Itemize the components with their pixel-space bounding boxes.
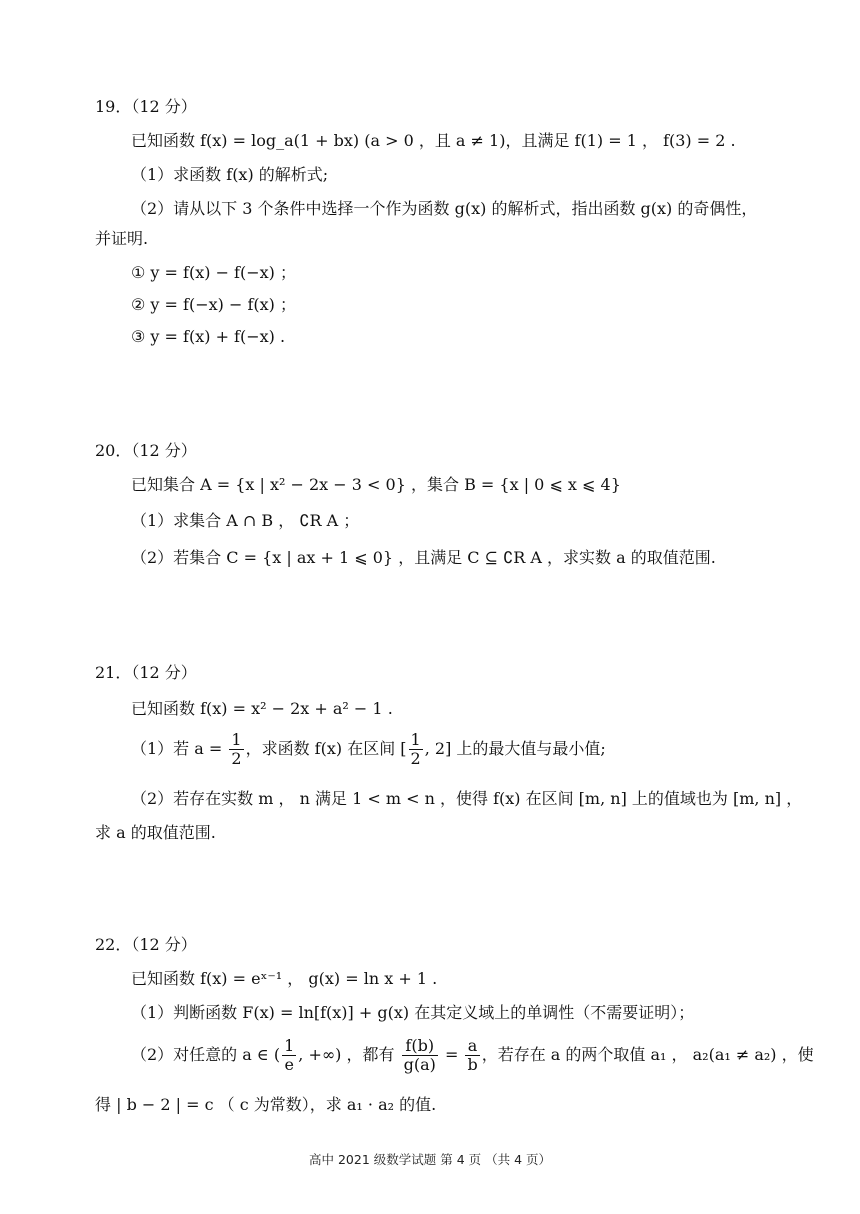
q21-part1-mid: ，求函数 f(x) 在区间 [	[245, 739, 407, 758]
q19-part1: （1）求函数 f(x) 的解析式;	[131, 165, 329, 184]
q22-part1: （1）判断函数 F(x) = ln[f(x)] + g(x) 在其定义域上的单调性（不需要证明）；	[131, 1003, 695, 1022]
fraction-one-half-interval: $\frac{1}{2}$	[410, 730, 421, 768]
q21-part1-pre: （1）若 a =	[131, 739, 223, 758]
q22-part2-line2: 得 | b − 2 | = c （ c 为常数），求 a₁ · a₂ 的值.	[95, 1095, 437, 1114]
q22-part2-mid: , +∞) ，都有	[298, 1045, 395, 1064]
q21-part2-line2: 求 a 的取值范围.	[95, 823, 216, 842]
q22-stem: 已知函数 f(x) = eˣ⁻¹ ， g(x) = ln x + 1 .	[131, 969, 438, 988]
q20-stem: 已知集合 A = {x | x² − 2x − 3 < 0} ，集合 B = {x | 0 ⩽ x ⩽ 4}	[131, 475, 621, 494]
q21-part1-post: , 2] 上的最大值与最小值;	[424, 739, 606, 758]
q22-part2-pre: （2）对任意的 a ∈ (	[131, 1045, 281, 1064]
q19-option1: ① y = f(x) − f(−x) ；	[131, 263, 296, 282]
q19-header: 19．（12 分）	[95, 97, 197, 116]
q21-part2-line1: （2）若存在实数 m ， n 满足 1 < m < n ，使得 f(x) 在区间 [m, n] 上的值域也为 [m, n] ，	[131, 789, 803, 808]
q19-part2-line2: 并证明.	[95, 229, 149, 248]
q19-option3: ③ y = f(x) + f(−x) .	[131, 327, 286, 346]
q22-part2-eq: =	[439, 1045, 464, 1064]
q19-stem: 已知函数 f(x) = log_a(1 + bx) (a > 0 ，且 a ≠ 1)，且满足 f(1) = 1 ， f(3) = 2 .	[131, 131, 736, 150]
q20-part2: （2）若集合 C = {x | ax + 1 ⩽ 0} ，且满足 C ⊆ ∁R A ，求实数 a 的取值范围.	[131, 548, 716, 567]
q20-part1: （1）求集合 A ∩ B ， ∁R A ；	[131, 511, 360, 530]
fraction-one-half: $\frac{1}{2}$	[231, 730, 242, 768]
fraction-a-over-b: $\frac{a}{b}$	[467, 1036, 478, 1074]
fraction-fb-over-ga: $\frac{f(b)}{g(a)}$	[403, 1036, 436, 1074]
page-footer: 高中 2021 级数学试题 第 4 页 （共 4 页）	[308, 1152, 551, 1167]
q19-part2-line1: （2）请从以下 3 个条件中选择一个作为函数 g(x) 的解析式，指出函数 g(x) 的奇偶性，	[131, 199, 758, 218]
q20-header: 20．（12 分）	[95, 441, 197, 460]
q21-header: 21．（12 分）	[95, 663, 197, 682]
q22-header: 22．（12 分）	[95, 935, 197, 954]
q22-part2-post: ，若存在 a 的两个取值 a₁ ， a₂(a₁ ≠ a₂) ，使	[481, 1045, 814, 1064]
q19-option2: ② y = f(−x) − f(x) ；	[131, 295, 296, 314]
q22-part2-line1	[131, 1032, 814, 1078]
fraction-one-over-e: $\frac{1}{e}$	[284, 1036, 295, 1074]
q21-part1	[131, 726, 606, 772]
q21-stem: 已知函数 f(x) = x² − 2x + a² − 1 .	[131, 699, 393, 718]
